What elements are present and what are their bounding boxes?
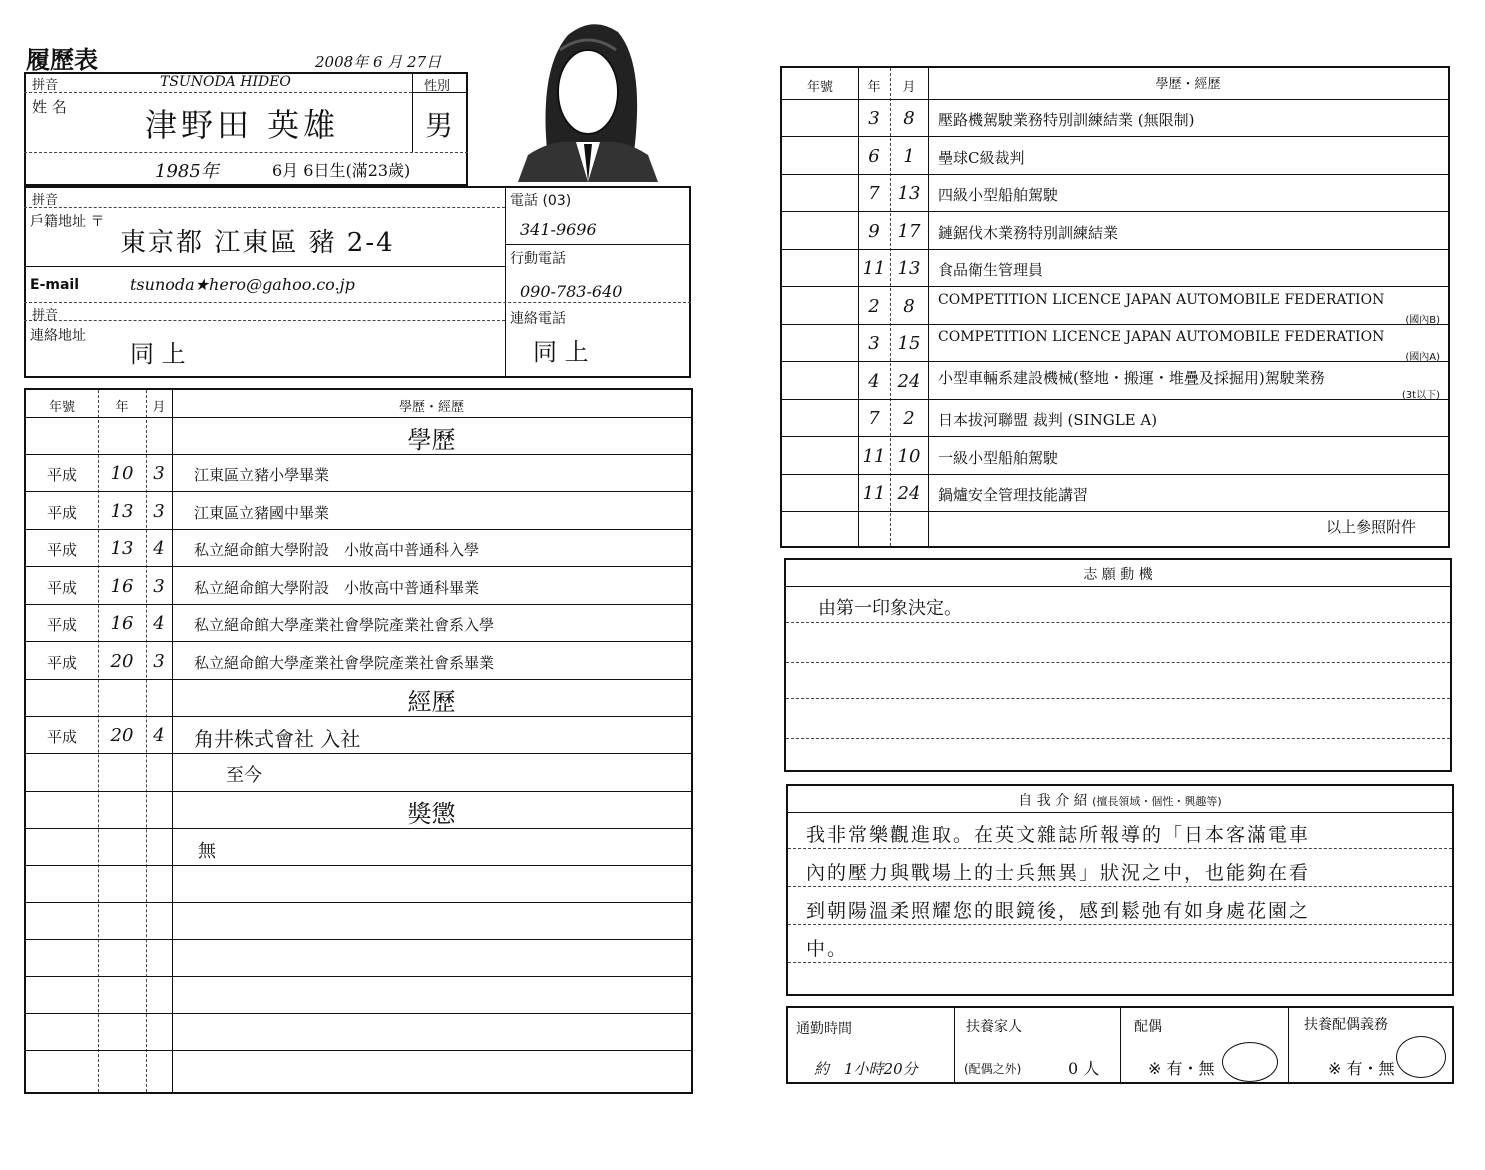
motivation-box [784, 558, 1452, 772]
row-era: 平成 [46, 616, 77, 634]
certification-row [782, 438, 1448, 475]
row-text: 鏈鋸伐木業務特別訓練結業 [938, 223, 1119, 242]
work-heading: 經歷 [407, 688, 456, 716]
phone-label: 電話 (03) [510, 193, 572, 209]
contact-address-value: 同 上 [130, 340, 186, 368]
row-year: 16 [110, 613, 134, 634]
mobile-value: 090-783-640 [520, 282, 623, 301]
mobile-label: 行動電話 [510, 251, 566, 267]
row-year: 11 [862, 258, 886, 279]
row-year: 3 [868, 333, 880, 354]
row-text: 一級小型船舶駕駛 [938, 448, 1059, 467]
education-row [26, 455, 691, 492]
bottom-info-box [786, 1006, 1454, 1084]
row-text: 四級小型船舶駕駛 [938, 186, 1059, 204]
commute-value: 約 1小時20分 [814, 1060, 918, 1078]
col-era-header: 年號 [48, 400, 75, 415]
row-year: 7 [868, 183, 880, 204]
education-row [26, 530, 691, 567]
contact-address-label: 連絡地址 [30, 328, 86, 344]
certification-row [782, 325, 1448, 362]
row-year: 7 [868, 408, 880, 429]
row-year: 4 [868, 370, 880, 392]
spouse-value: ※ 有・無 [1148, 1059, 1215, 1078]
row-month: 4 [153, 725, 165, 746]
portrait-photo [518, 10, 658, 182]
awards-heading: 獎懲 [407, 800, 456, 828]
row-text: 壓路機駕駛業務特別訓練結業 (無限制) [938, 111, 1195, 129]
awards-value: 無 [198, 841, 216, 862]
row-month: 8 [903, 295, 915, 317]
row-month: 4 [153, 538, 165, 559]
row-month: 13 [897, 258, 921, 279]
commute-label: 通勤時間 [796, 1021, 852, 1037]
right-col-content-header: 學歷・經歷 [1155, 77, 1221, 92]
birth-year: 1985年 [155, 161, 219, 182]
row-text: 至今 [226, 764, 262, 786]
row-text: 私立絕命館大學附設 小妝高中普通科入學 [194, 541, 480, 559]
phone-value: 341-9696 [520, 220, 597, 239]
certification-row [782, 175, 1448, 212]
attachment-note: 以上參照附件 [1325, 518, 1416, 536]
row-text: COMPETITION LICENCE JAPAN AUTOMOBILE FEDERATION [938, 291, 1385, 308]
name-pinyin: TSUNODA HIDEO [160, 74, 291, 90]
dependents-note: (配偶之外) [964, 1062, 1022, 1076]
email-value[interactable]: tsunoda★hero@gahoo.co.jp [130, 275, 355, 294]
dependents-label: 扶養家人 [966, 1019, 1022, 1035]
gender-value: 男 [425, 109, 454, 142]
row-year: 10 [110, 463, 134, 484]
contact-pinyin-label: 拼音 [32, 308, 59, 323]
row-month: 1 [903, 145, 915, 167]
row-year: 16 [110, 575, 134, 597]
right-col-month-header: 月 [902, 80, 916, 95]
row-year: 20 [110, 650, 134, 672]
row-text: 日本拔河聯盟 裁判 (SINGLE A) [938, 411, 1158, 429]
row-year: 11 [862, 445, 886, 467]
col-month-header: 月 [152, 400, 166, 415]
education-row [26, 605, 691, 642]
contact-phone-label: 連絡電話 [510, 311, 566, 327]
row-month: 10 [897, 445, 921, 467]
row-year: 11 [862, 483, 886, 504]
certification-row [782, 213, 1448, 250]
row-subnote: (國內B) [1405, 314, 1440, 326]
self-intro-line-3: 到朝陽溫柔照耀您的眼鏡後，感到鬆弛有如身處花園之 [806, 900, 1311, 922]
row-month: 13 [897, 183, 921, 204]
row-month: 8 [903, 108, 915, 129]
row-text: 私立絕命館大學附設 小妝高中普通科畢業 [194, 578, 480, 597]
certification-row [782, 475, 1448, 512]
row-text: 壘球C級裁判 [938, 148, 1025, 167]
dependents-value: 0 人 [1068, 1059, 1100, 1078]
row-text: 江東區立豬國中畢業 [194, 503, 330, 522]
resume-date: 2008年 6 月 27日 [315, 53, 442, 71]
row-text: 鍋爐安全管理技能講習 [938, 486, 1089, 504]
certification-row [782, 400, 1448, 437]
work-row [26, 755, 691, 792]
col-content-header: 學歷・經歷 [398, 400, 464, 415]
education-heading: 學歷 [407, 426, 456, 454]
self-intro-line-1: 我非常樂觀進取。在英文雜誌所報導的「日本客滿電車 [806, 824, 1311, 846]
row-year: 3 [868, 108, 880, 129]
row-era: 平成 [46, 503, 77, 522]
certification-row [782, 250, 1448, 287]
row-text: 角井株式會社 入社 [194, 727, 361, 751]
history-table-left [24, 388, 693, 1094]
row-month: 17 [897, 220, 921, 242]
row-text: 小型車輛系建設機械(整地・搬運・堆疊及採掘用)駕駛業務 [938, 368, 1325, 387]
row-month: 2 [903, 408, 915, 429]
education-row [26, 568, 691, 605]
row-subnote: (3t以下) [1401, 389, 1440, 401]
certification-row [782, 288, 1448, 325]
spouse-duty-none-circle [1396, 1036, 1446, 1078]
education-row [26, 493, 691, 530]
row-month: 24 [897, 370, 921, 392]
right-col-era-header: 年號 [806, 80, 833, 95]
address-label: 戶籍地址 〒 [30, 214, 105, 230]
row-month: 3 [153, 575, 165, 597]
history-table-right [780, 66, 1450, 548]
row-era: 平成 [46, 728, 77, 746]
contact-phone-value: 同 上 [533, 338, 589, 366]
row-month: 3 [153, 500, 165, 522]
row-year: 6 [868, 145, 880, 167]
row-text: 私立絕命館大學產業社會學院產業社會系畢業 [194, 653, 495, 672]
certification-row [782, 363, 1448, 400]
row-month: 3 [153, 650, 165, 672]
row-month: 24 [897, 483, 921, 504]
certification-row [782, 100, 1448, 137]
self-intro-box [786, 784, 1454, 996]
address-value: 東京都 江東區 豬 2-4 [120, 228, 395, 258]
row-text: COMPETITION LICENCE JAPAN AUTOMOBILE FEDERATION [938, 329, 1385, 345]
gender-label: 性別 [424, 79, 451, 94]
full-name: 津野田 英雄 [145, 106, 340, 144]
address-pinyin-label: 拼音 [32, 193, 59, 208]
spouse-duty-value: ※ 有・無 [1328, 1059, 1395, 1078]
col-year-header: 年 [115, 400, 129, 415]
row-era: 平成 [46, 541, 77, 559]
certification-row [782, 138, 1448, 175]
row-era: 平成 [46, 653, 77, 672]
row-era: 平成 [46, 466, 77, 484]
education-row [26, 643, 691, 680]
spouse-none-circle [1222, 1042, 1278, 1082]
row-year: 13 [110, 500, 134, 522]
motivation-text: 由第一印象決定。 [818, 598, 962, 619]
row-month: 4 [153, 613, 165, 634]
row-year: 13 [110, 538, 134, 559]
row-era: 平成 [46, 578, 77, 597]
birth-day: 6月 6日生(滿23歲) [272, 161, 411, 180]
row-year: 9 [868, 220, 880, 242]
self-intro-heading: 自 我 介 紹 [1018, 793, 1088, 809]
row-month: 3 [153, 463, 165, 484]
work-row [26, 717, 691, 754]
row-year: 2 [868, 295, 880, 317]
row-text: 私立絕命館大學產業社會學院產業社會系入學 [194, 616, 495, 634]
spouse-duty-label: 扶養配偶義務 [1304, 1017, 1388, 1033]
row-text: 江東區立豬小學畢業 [194, 466, 330, 484]
motivation-heading: 志 願 動 機 [1083, 567, 1153, 583]
email-label: E-mail [30, 277, 80, 293]
name-pinyin-label: 拼音 [32, 78, 59, 93]
self-intro-line-2: 內的壓力與戰場上的士兵無異」狀況之中，也能夠在看 [806, 862, 1311, 884]
spouse-label: 配偶 [1134, 1019, 1162, 1035]
name-label: 姓 名 [32, 98, 67, 116]
right-col-year-header: 年 [867, 80, 881, 95]
row-text: 食品衛生管理員 [938, 261, 1044, 279]
row-month: 15 [897, 333, 921, 354]
self-intro-line-4: 中。 [806, 938, 849, 960]
resume-title: 履歷表 [26, 45, 98, 74]
row-year: 20 [110, 725, 134, 746]
self-intro-heading-note: (擅長領域・個性・興趣等) [1092, 795, 1222, 808]
row-subnote: (國內A) [1405, 352, 1440, 363]
